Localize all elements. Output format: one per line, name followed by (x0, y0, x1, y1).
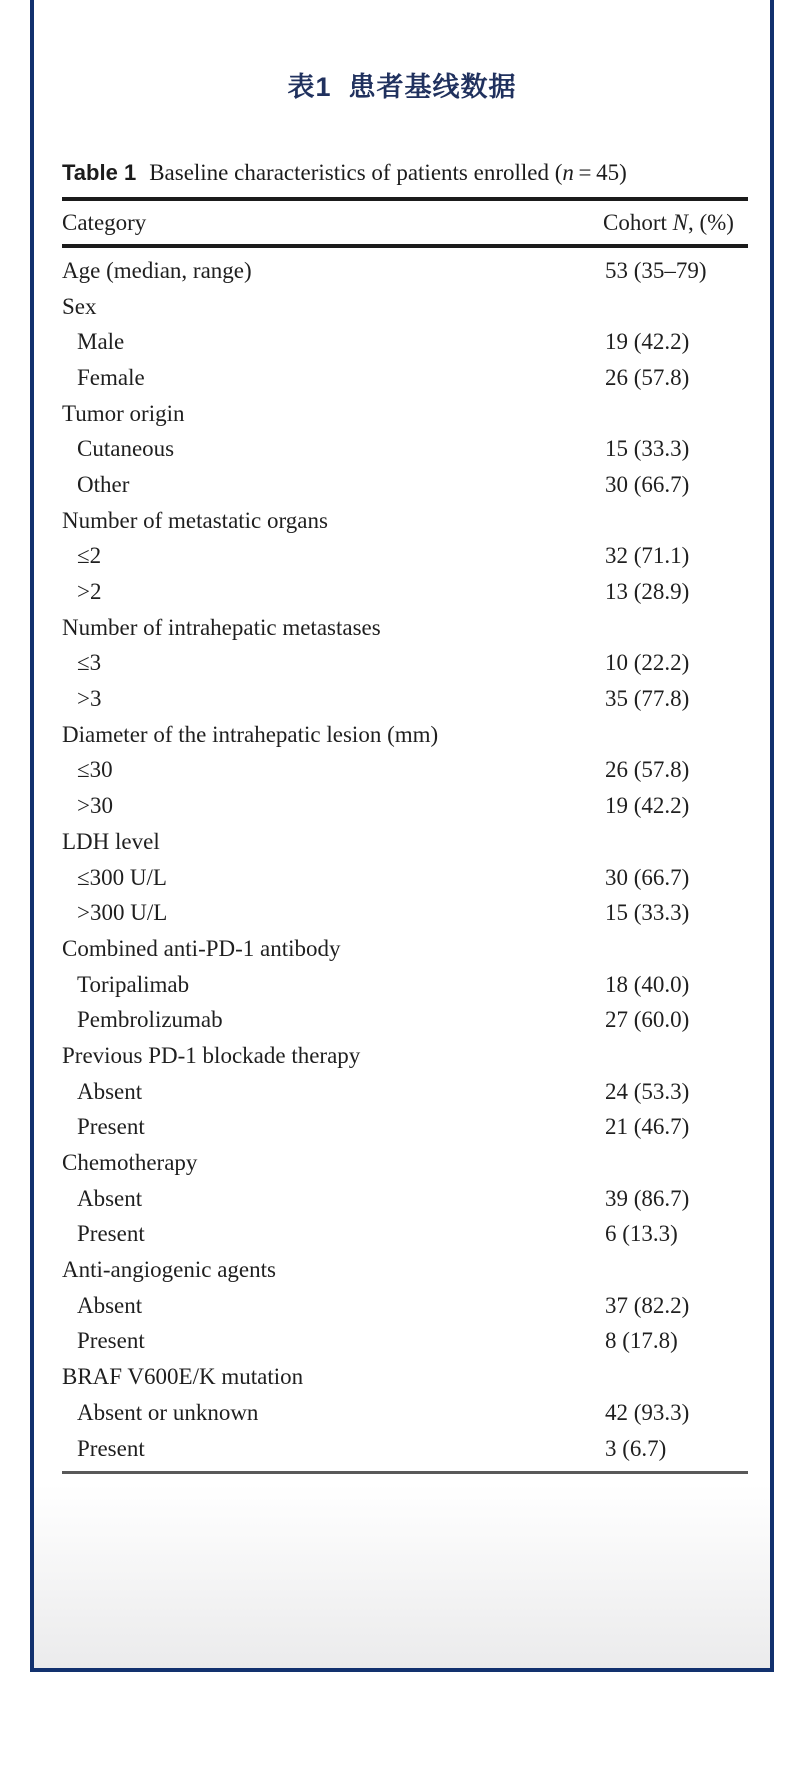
row-label: Absent (77, 1078, 143, 1104)
row-label: Toripalimab (77, 971, 190, 997)
row-value: 35 (77.8) (605, 686, 690, 712)
row-label: Absent or unknown (77, 1399, 259, 1425)
row-label: Female (77, 364, 145, 390)
row-value: 6 (13.3) (605, 1221, 678, 1247)
row-label: Number of intrahepatic metastases (62, 614, 381, 640)
row-label: ≤3 (77, 650, 102, 676)
row-label: Male (77, 329, 125, 355)
caption-text-prefix: Baseline characteristics of patients enrolled ( (149, 160, 563, 185)
row-label: Pembrolizumab (77, 1007, 223, 1033)
row-label: Number of metastatic organs (62, 507, 328, 533)
row-value: 8 (17.8) (605, 1328, 678, 1354)
row-value: 19 (42.2) (605, 329, 690, 355)
row-value: 53 (35–79) (605, 257, 707, 283)
cohort-header-suffix: , (%) (687, 209, 734, 235)
table-row (62, 253, 748, 289)
table-caption (62, 158, 748, 188)
row-label: Chemotherapy (62, 1150, 198, 1176)
table-row (62, 681, 748, 717)
row-label: Sex (62, 293, 97, 319)
row-value: 32 (71.1) (605, 543, 690, 569)
table-row (62, 324, 748, 360)
row-label: ≤30 (77, 757, 113, 783)
row-label: >300 U/L (77, 900, 168, 926)
row-value: 13 (28.9) (605, 579, 690, 605)
table-row (62, 1431, 748, 1467)
table-row (62, 503, 748, 539)
row-label: Tumor origin (62, 400, 185, 426)
row-label: BRAF V600E/K mutation (62, 1364, 304, 1390)
row-label: >30 (77, 793, 113, 819)
row-value: 26 (57.8) (605, 757, 690, 783)
table-row (62, 574, 748, 610)
row-label: Anti-angiogenic agents (62, 1257, 276, 1283)
table-row (62, 1359, 748, 1395)
row-label: Absent (77, 1292, 143, 1318)
table-row (62, 610, 748, 646)
table-row (62, 1395, 748, 1431)
row-label: ≤2 (77, 543, 102, 569)
table-caption-text (149, 160, 627, 185)
row-label: LDH level (62, 828, 160, 854)
row-label: Age (median, range) (62, 257, 252, 283)
table-row (62, 467, 748, 503)
cohort-header-n-italic: N (672, 209, 688, 235)
table-row (62, 860, 748, 896)
row-value: 30 (66.7) (605, 471, 690, 497)
table-row (62, 1074, 748, 1110)
row-value: 42 (93.3) (605, 1399, 690, 1425)
row-value: 37 (82.2) (605, 1292, 690, 1318)
table-bottom-rule (62, 1471, 748, 1474)
row-label: ≤300 U/L (77, 864, 167, 890)
table-row (62, 431, 748, 467)
row-value: 39 (86.7) (605, 1185, 690, 1211)
table-row (62, 1110, 748, 1146)
table1 (62, 158, 748, 1474)
row-value: 15 (33.3) (605, 436, 690, 462)
caption-n-italic: n (562, 160, 574, 185)
row-value: 27 (60.0) (605, 1007, 690, 1033)
cohort-header-prefix: Cohort (603, 209, 673, 235)
row-value: 30 (66.7) (605, 864, 690, 890)
row-label: Present (77, 1221, 145, 1247)
row-label: Absent (77, 1185, 143, 1211)
caption-text-suffix: = 45) (573, 160, 627, 185)
table-header-row (62, 201, 748, 244)
row-label: Combined anti-PD-1 antibody (62, 935, 341, 961)
table-row (62, 360, 748, 396)
row-value: 19 (42.2) (605, 793, 690, 819)
row-label: Present (77, 1328, 145, 1354)
row-value: 26 (57.8) (605, 364, 690, 390)
row-label: Previous PD-1 blockade therapy (62, 1042, 361, 1068)
table-row (62, 931, 748, 967)
table-body (62, 248, 748, 1468)
table-row (62, 967, 748, 1003)
row-label: Present (77, 1114, 145, 1140)
table-row (62, 1145, 748, 1181)
table-row (62, 753, 748, 789)
table-row (62, 1217, 748, 1253)
row-value: 15 (33.3) (605, 900, 690, 926)
row-label: Cutaneous (77, 436, 175, 462)
table-row (62, 788, 748, 824)
table-row (62, 895, 748, 931)
table-row (62, 1324, 748, 1360)
table-row (62, 1252, 748, 1288)
table-row (62, 1002, 748, 1038)
row-label: Present (77, 1435, 145, 1461)
table-row (62, 289, 748, 325)
table-row (62, 1181, 748, 1217)
chinese-table-title: 表1 患者基线数据 (287, 72, 517, 102)
table-row (62, 646, 748, 682)
table-caption-label: Table 1 (62, 160, 137, 185)
row-value: 10 (22.2) (605, 650, 690, 676)
table-row (62, 824, 748, 860)
table-row (62, 396, 748, 432)
row-value: 24 (53.3) (605, 1078, 690, 1104)
row-value: 3 (6.7) (605, 1435, 667, 1461)
table-row (62, 1038, 748, 1074)
row-value: 21 (46.7) (605, 1114, 690, 1140)
row-label: >2 (77, 579, 102, 605)
table-row (62, 1288, 748, 1324)
row-label: Diameter of the intrahepatic lesion (mm) (62, 721, 439, 747)
article-panel (30, 0, 774, 1672)
row-label: >3 (77, 686, 102, 712)
row-label: Other (77, 471, 130, 497)
table-row (62, 717, 748, 753)
column-header-category: Category (62, 209, 147, 235)
table-row (62, 539, 748, 575)
column-header-cohort (603, 210, 734, 236)
row-value: 18 (40.0) (605, 971, 690, 997)
